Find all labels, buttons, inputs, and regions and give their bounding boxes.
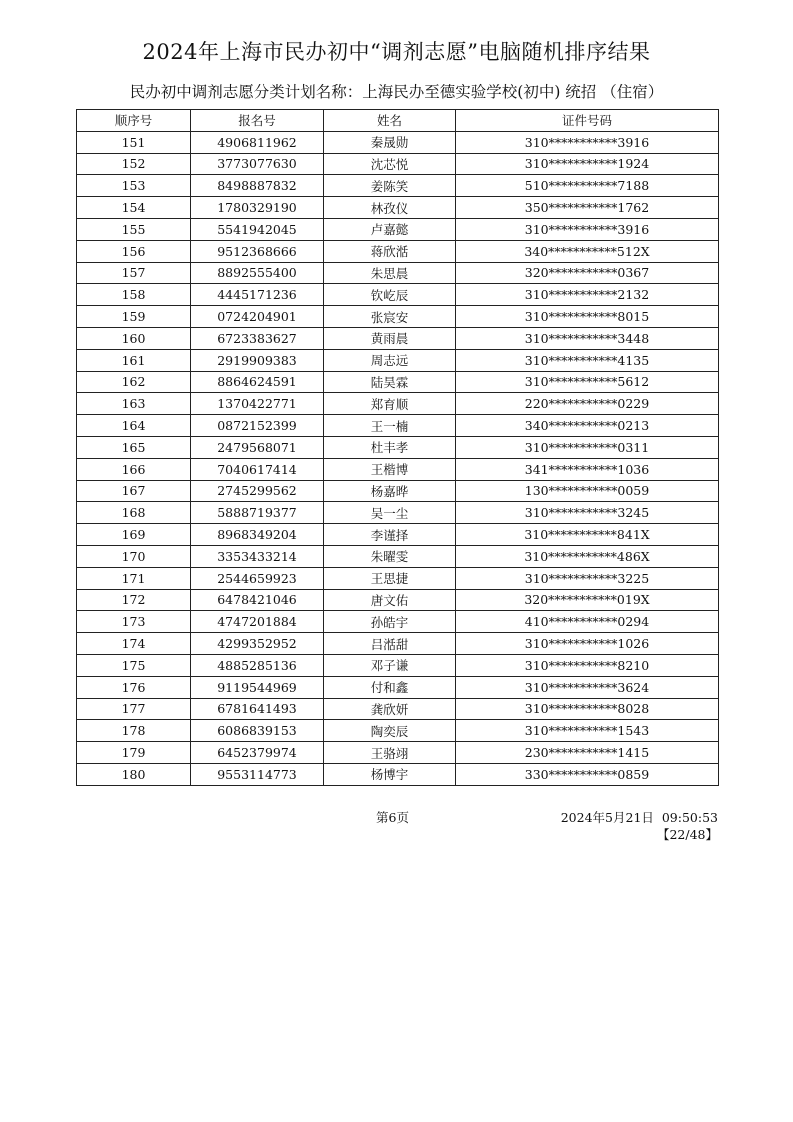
- cell-registration-number: 4747201884: [191, 611, 324, 633]
- cell-id-number: 310***********0311: [456, 436, 719, 458]
- cell-registration-number: 6781641493: [191, 698, 324, 720]
- column-header-sequence: 顺序号: [77, 110, 191, 132]
- cell-registration-number: 5888719377: [191, 502, 324, 524]
- cell-registration-number: 8892555400: [191, 262, 324, 284]
- cell-sequence: 167: [77, 480, 191, 502]
- cell-registration-number: 1780329190: [191, 197, 324, 219]
- print-timestamp: 2024年5月21日 09:50:53: [560, 810, 718, 825]
- cell-name: 林孜仪: [324, 197, 456, 219]
- cell-registration-number: 6452379974: [191, 742, 324, 764]
- cell-sequence: 174: [77, 633, 191, 655]
- cell-name: 付和鑫: [324, 676, 456, 698]
- cell-name: 姜陈笑: [324, 175, 456, 197]
- cell-sequence: 157: [77, 262, 191, 284]
- cell-sequence: 155: [77, 218, 191, 240]
- cell-sequence: 172: [77, 589, 191, 611]
- cell-name: 吴一尘: [324, 502, 456, 524]
- document-title: 2024年上海市民办初中“调剂志愿”电脑随机排序结果: [142, 40, 651, 64]
- cell-name: 郑育顺: [324, 393, 456, 415]
- cell-registration-number: 9512368666: [191, 240, 324, 262]
- cell-id-number: 320***********019X: [456, 589, 719, 611]
- cell-registration-number: 2745299562: [191, 480, 324, 502]
- cell-sequence: 168: [77, 502, 191, 524]
- cell-sequence: 177: [77, 698, 191, 720]
- cell-sequence: 161: [77, 349, 191, 371]
- cell-id-number: 310***********1026: [456, 633, 719, 655]
- cell-sequence: 151: [77, 131, 191, 153]
- cell-registration-number: 3353433214: [191, 545, 324, 567]
- table-row: [77, 458, 719, 480]
- cell-registration-number: 4445171236: [191, 284, 324, 306]
- cell-id-number: 410***********0294: [456, 611, 719, 633]
- cell-registration-number: 6723383627: [191, 327, 324, 349]
- cell-id-number: 341***********1036: [456, 458, 719, 480]
- cell-name: 王思捷: [324, 567, 456, 589]
- page-number: 第6页: [376, 810, 409, 825]
- cell-id-number: 310***********3448: [456, 327, 719, 349]
- cell-sequence: 171: [77, 567, 191, 589]
- cell-sequence: 159: [77, 306, 191, 328]
- cell-sequence: 175: [77, 654, 191, 676]
- table-row: [77, 240, 719, 262]
- cell-sequence: 165: [77, 436, 191, 458]
- cell-id-number: 310***********4135: [456, 349, 719, 371]
- cell-name: 杨博宇: [324, 763, 456, 785]
- cell-name: 蒋欣湉: [324, 240, 456, 262]
- table-row: [77, 284, 719, 306]
- cell-id-number: 310***********1924: [456, 153, 719, 175]
- cell-name: 卢嘉懿: [324, 218, 456, 240]
- table-row: [77, 524, 719, 546]
- cell-registration-number: 6086839153: [191, 720, 324, 742]
- cell-sequence: 164: [77, 415, 191, 437]
- cell-registration-number: 4906811962: [191, 131, 324, 153]
- cell-sequence: 176: [77, 676, 191, 698]
- cell-registration-number: 2544659923: [191, 567, 324, 589]
- cell-registration-number: 0724204901: [191, 306, 324, 328]
- table-row: [77, 611, 719, 633]
- cell-registration-number: 0872152399: [191, 415, 324, 437]
- cell-name: 周志远: [324, 349, 456, 371]
- cell-sequence: 162: [77, 371, 191, 393]
- cell-id-number: 340***********0213: [456, 415, 719, 437]
- table-row: [77, 327, 719, 349]
- table-row: [77, 545, 719, 567]
- cell-registration-number: 4885285136: [191, 654, 324, 676]
- column-header-id-number: 证件号码: [456, 110, 719, 132]
- table-row: [77, 131, 719, 153]
- cell-name: 唐文佑: [324, 589, 456, 611]
- cell-registration-number: 8864624591: [191, 371, 324, 393]
- cell-name: 杜丰孝: [324, 436, 456, 458]
- cell-registration-number: 8498887832: [191, 175, 324, 197]
- table-row: [77, 633, 719, 655]
- cell-name: 秦晟勋: [324, 131, 456, 153]
- cell-id-number: 310***********5612: [456, 371, 719, 393]
- cell-registration-number: 9553114773: [191, 763, 324, 785]
- cell-name: 朱曜雯: [324, 545, 456, 567]
- cell-registration-number: 4299352952: [191, 633, 324, 655]
- table-row: [77, 371, 719, 393]
- table-row: [77, 742, 719, 764]
- cell-id-number: 310***********3916: [456, 131, 719, 153]
- table-row: [77, 763, 719, 785]
- cell-name: 王楷博: [324, 458, 456, 480]
- column-header-registration-number: 报名号: [191, 110, 324, 132]
- cell-id-number: 220***********0229: [456, 393, 719, 415]
- cell-registration-number: 9119544969: [191, 676, 324, 698]
- table-row: [77, 676, 719, 698]
- cell-name: 张宸安: [324, 306, 456, 328]
- cell-name: 龚欣妍: [324, 698, 456, 720]
- cell-id-number: 310***********3225: [456, 567, 719, 589]
- cell-sequence: 156: [77, 240, 191, 262]
- cell-id-number: 310***********3245: [456, 502, 719, 524]
- cell-id-number: 310***********841X: [456, 524, 719, 546]
- cell-id-number: 310***********8210: [456, 654, 719, 676]
- table-row: [77, 720, 719, 742]
- cell-name: 朱思晨: [324, 262, 456, 284]
- table-row: [77, 393, 719, 415]
- table-row: [77, 480, 719, 502]
- cell-id-number: 310***********3916: [456, 218, 719, 240]
- cell-sequence: 178: [77, 720, 191, 742]
- cell-sequence: 158: [77, 284, 191, 306]
- table-row: [77, 175, 719, 197]
- cell-id-number: 130***********0059: [456, 480, 719, 502]
- cell-id-number: 310***********1543: [456, 720, 719, 742]
- cell-registration-number: 7040617414: [191, 458, 324, 480]
- cell-id-number: 510***********7188: [456, 175, 719, 197]
- table-row: [77, 197, 719, 219]
- cell-registration-number: 2479568071: [191, 436, 324, 458]
- cell-id-number: 230***********1415: [456, 742, 719, 764]
- table-row: [77, 415, 719, 437]
- table-row: [77, 153, 719, 175]
- cell-id-number: 310***********3624: [456, 676, 719, 698]
- table-row: [77, 502, 719, 524]
- table-row: [77, 262, 719, 284]
- cell-sequence: 173: [77, 611, 191, 633]
- table-header-row: [77, 110, 719, 132]
- table-row: [77, 436, 719, 458]
- cell-name: 沈芯悦: [324, 153, 456, 175]
- cell-id-number: 340***********512X: [456, 240, 719, 262]
- cell-sequence: 160: [77, 327, 191, 349]
- cell-name: 王一楠: [324, 415, 456, 437]
- cell-id-number: 330***********0859: [456, 763, 719, 785]
- cell-sequence: 179: [77, 742, 191, 764]
- table-row: [77, 654, 719, 676]
- cell-name: 杨嘉晔: [324, 480, 456, 502]
- table-body: [77, 131, 719, 785]
- table-row: [77, 218, 719, 240]
- ranking-table: [76, 109, 719, 786]
- cell-registration-number: 1370422771: [191, 393, 324, 415]
- cell-sequence: 163: [77, 393, 191, 415]
- plan-name-subtitle: 民办初中调剂志愿分类计划名称：上海民办至德实验学校(初中) 统招 （住宿）: [129, 83, 664, 101]
- cell-name: 黄雨晨: [324, 327, 456, 349]
- cell-name: 孙皓宇: [324, 611, 456, 633]
- cell-sequence: 169: [77, 524, 191, 546]
- cell-registration-number: 2919909383: [191, 349, 324, 371]
- cell-registration-number: 3773077630: [191, 153, 324, 175]
- cell-name: 陶奕辰: [324, 720, 456, 742]
- table-row: [77, 698, 719, 720]
- cell-id-number: 320***********0367: [456, 262, 719, 284]
- table-row: [77, 306, 719, 328]
- table-row: [77, 567, 719, 589]
- cell-name: 钦屹辰: [324, 284, 456, 306]
- cell-registration-number: 5541942045: [191, 218, 324, 240]
- cell-sequence: 166: [77, 458, 191, 480]
- cell-id-number: 310***********2132: [456, 284, 719, 306]
- cell-id-number: 310***********486X: [456, 545, 719, 567]
- cell-name: 邓子谦: [324, 654, 456, 676]
- cell-registration-number: 8968349204: [191, 524, 324, 546]
- cell-id-number: 310***********8028: [456, 698, 719, 720]
- cell-sequence: 152: [77, 153, 191, 175]
- table-row: [77, 349, 719, 371]
- cell-id-number: 350***********1762: [456, 197, 719, 219]
- column-header-name: 姓名: [324, 110, 456, 132]
- cell-registration-number: 6478421046: [191, 589, 324, 611]
- cell-sequence: 180: [77, 763, 191, 785]
- cell-sequence: 170: [77, 545, 191, 567]
- cell-id-number: 310***********8015: [456, 306, 719, 328]
- cell-sequence: 154: [77, 197, 191, 219]
- cell-name: 李谨择: [324, 524, 456, 546]
- cell-sequence: 153: [77, 175, 191, 197]
- page-index: 【22/48】: [656, 827, 718, 842]
- cell-name: 吕湉甜: [324, 633, 456, 655]
- cell-name: 王骆翊: [324, 742, 456, 764]
- cell-name: 陆昊霖: [324, 371, 456, 393]
- table-row: [77, 589, 719, 611]
